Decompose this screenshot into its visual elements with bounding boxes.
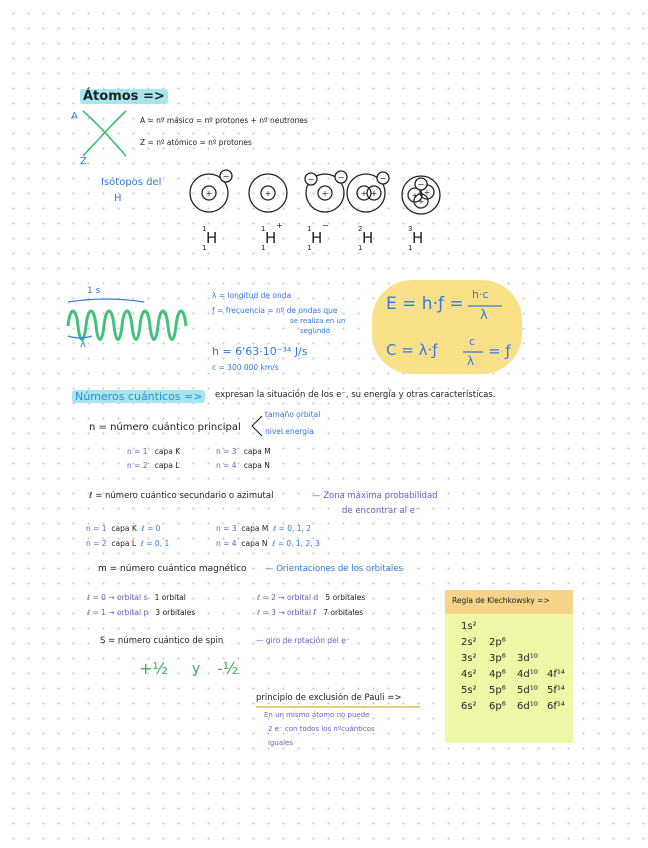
pauli-line-2: 2 e⁻ con todos los nºcuánticos: [268, 725, 375, 733]
orbital-s: [87, 594, 186, 602]
atoms-line-a: A = nº másico = nº protones + nº neutrones: [140, 116, 308, 125]
orbital-d-label: ℓ = 2 → orbital d: [257, 593, 319, 602]
svg-text:+: +: [417, 197, 425, 206]
klech-5s: 5s²: [461, 685, 477, 696]
isotope-atoms-diagram: [188, 168, 438, 218]
n-value-4-capa: capa N: [243, 461, 270, 470]
orbital-f-count: 7 orbitales: [323, 608, 364, 617]
l-line: ℓ = número cuántico secundario o azimutal: [89, 491, 274, 501]
wave-label-top: 1 s: [87, 286, 101, 296]
klech-row-1: [461, 622, 477, 632]
klech-3s: 3s²: [461, 653, 477, 664]
n-value-1-n: n = 1: [127, 447, 148, 456]
wave-lambda-def: λ = longitud de onda: [212, 291, 292, 300]
formula-1-num: h·c: [472, 288, 489, 301]
isotopes-title-line2: H: [114, 193, 122, 204]
l-value-1: [86, 525, 160, 533]
l-desc-1: — Zona máxima probabilidad: [312, 491, 438, 501]
n-line: n = número cuántico principal: [89, 422, 241, 433]
formula-2-num: c: [469, 335, 476, 348]
orbital-s-count: 1 orbital: [154, 593, 186, 602]
isotope-1-symbol: H: [206, 229, 218, 247]
svg-text:+: +: [411, 191, 419, 200]
klech-1s: 1s²: [461, 621, 477, 632]
formula-2-tail: = ƒ: [488, 342, 511, 360]
svg-text:+: +: [205, 189, 213, 198]
klech-3p: 3p⁶: [489, 653, 506, 664]
wave-c-value: c = 300 000 km/s: [212, 363, 279, 372]
l-value-3: [216, 525, 311, 533]
klech-6p: 6p⁶: [489, 701, 506, 712]
n-brace-1: tamaño orbital: [265, 410, 321, 419]
quantum-description: expresan la situación de los e⁻, su energía y otras características.: [215, 390, 496, 400]
klech-6f: 6f¹⁴: [547, 701, 565, 712]
klech-2p: 2p⁶: [489, 637, 506, 648]
l-value-2-capa: capa L: [111, 539, 136, 548]
n-value-3: [216, 448, 271, 456]
orbital-p-count: 3 orbitales: [155, 608, 196, 617]
klechkowsky-title: Regla de Klechkowsky =>: [452, 596, 550, 605]
orbital-s-label: ℓ = 0 → orbital s: [87, 593, 148, 602]
orbital-f: [257, 609, 363, 617]
svg-text:+: +: [370, 189, 378, 198]
orbital-p: [87, 609, 195, 617]
l-value-1-n: n = 1: [86, 524, 107, 533]
pauli-line-1: En un mismo átomo no puede: [264, 711, 370, 719]
isotope-3-symbol: H: [311, 229, 323, 247]
isotope-3-mass: 1: [307, 225, 312, 233]
l-value-2-l: ℓ = 0, 1: [140, 539, 170, 548]
klech-4p: 4p⁶: [489, 669, 506, 680]
klech-5d: 5d¹⁰: [517, 685, 538, 696]
klech-2s: 2s²: [461, 637, 477, 648]
svg-text:−: −: [222, 172, 230, 181]
svg-text:−: −: [379, 174, 387, 183]
formula-1-den: λ: [480, 308, 488, 323]
l-value-4-n: n = 4: [216, 539, 237, 548]
formula-2-den: λ: [467, 354, 475, 368]
pauli-underline: [256, 705, 420, 709]
isotope-1-atomic: 1: [202, 244, 207, 252]
atoms-cross-diagram: [80, 108, 130, 160]
wave-label-lambda: λ: [80, 339, 86, 350]
klech-5p: 5p⁶: [489, 685, 506, 696]
m-desc: — Orientaciones de los orbitales: [265, 564, 403, 574]
s-line: S = número cuántico de spin: [100, 636, 224, 646]
isotope-5-atomic: 1: [408, 244, 413, 252]
svg-text:−: −: [417, 180, 425, 189]
n-value-1-capa: capa K: [154, 447, 181, 456]
wave-freq-def-2: se realiza en un: [290, 317, 346, 325]
isotope-4-mass: 2: [358, 225, 363, 233]
isotope-5-mass: 3: [408, 225, 413, 233]
orbital-d-count: 5 orbitales: [325, 593, 366, 602]
svg-text:−: −: [337, 173, 345, 182]
klech-5f: 5f¹⁴: [547, 685, 565, 696]
l-value-4: [216, 540, 320, 548]
klech-6s: 6s²: [461, 701, 477, 712]
n-brace: [250, 415, 264, 437]
l-value-3-l: ℓ = 0, 1, 2: [273, 524, 312, 533]
svg-text:+: +: [360, 189, 368, 198]
isotope-2-symbol: H: [265, 229, 277, 247]
quantum-title-text: Números cuánticos =>: [72, 390, 205, 403]
atoms-label-z: Z: [80, 156, 87, 167]
klech-4s: 4s²: [461, 669, 477, 680]
n-value-1: [127, 448, 180, 456]
l-value-2: [86, 540, 169, 548]
isotope-2-atomic: 1: [261, 244, 266, 252]
l-value-4-l: ℓ = 0, 1, 2, 3: [272, 539, 320, 548]
atoms-line-z: Z = nº atómico = nº protones: [140, 138, 252, 147]
spin-y: y: [192, 661, 201, 677]
n-value-2: [127, 462, 179, 470]
orbital-f-label: ℓ = 3 → orbital f: [257, 608, 317, 617]
klech-6d: 6d¹⁰: [517, 701, 538, 712]
svg-text:+: +: [321, 189, 329, 198]
klech-4d: 4d¹⁰: [517, 669, 538, 680]
l-value-4-capa: capa N: [241, 539, 268, 548]
klech-4f: 4f¹⁴: [547, 669, 565, 680]
svg-text:+: +: [423, 188, 431, 197]
l-value-3-capa: capa M: [241, 524, 269, 533]
n-value-3-n: n = 3: [216, 447, 237, 456]
formula-2: C = λ·ƒ: [386, 341, 438, 359]
spin-minus: -½: [217, 659, 239, 678]
n-brace-2: nivel energía: [265, 427, 314, 436]
atoms-title-text: Átomos =>: [80, 89, 168, 104]
formula-1: E = h·ƒ =: [386, 294, 464, 314]
isotope-2-charge: +: [276, 221, 283, 230]
isotope-3-atomic: 1: [307, 244, 312, 252]
isotope-5-symbol: H: [412, 229, 424, 247]
wave-freq-def-3: segundo: [300, 327, 330, 335]
l-value-3-n: n = 3: [216, 524, 237, 533]
svg-text:+: +: [264, 189, 272, 198]
n-value-2-n: n = 2: [127, 461, 148, 470]
n-value-2-capa: capa L: [154, 461, 180, 470]
pauli-line-3: iguales: [268, 739, 294, 747]
m-line: m = número cuántico magnético: [98, 564, 247, 574]
orbital-d: [257, 594, 365, 602]
atoms-title: [80, 90, 168, 103]
isotope-4-atomic: 1: [358, 244, 363, 252]
spin-plus: +½: [139, 659, 168, 678]
n-value-3-capa: capa M: [243, 447, 271, 456]
orbital-p-label: ℓ = 1 → orbital p: [87, 608, 149, 617]
wave-freq-def-1: ƒ = frecuencia = nº de ondas que: [212, 306, 338, 315]
s-desc: — giro de rotación del e⁻: [256, 636, 350, 645]
isotope-1-mass: 1: [202, 225, 207, 233]
isotope-4-symbol: H: [362, 229, 374, 247]
atoms-label-a: A: [71, 111, 78, 122]
n-value-4-n: n = 4: [216, 461, 237, 470]
isotope-3-charge: −: [322, 221, 329, 230]
quantum-title: [72, 391, 205, 402]
l-value-2-n: n = 2: [86, 539, 107, 548]
l-desc-2: de encontrar al e⁻: [342, 506, 420, 516]
wave-h-value: h = 6'63·10⁻³⁴ J/s: [212, 345, 308, 358]
isotopes-title-line1: Isótopos del: [101, 177, 162, 188]
klech-3d: 3d¹⁰: [517, 653, 538, 664]
svg-text:−: −: [307, 175, 315, 184]
l-value-1-l: ℓ = 0: [141, 524, 161, 533]
l-value-1-capa: capa K: [111, 524, 137, 533]
n-value-4: [216, 462, 270, 470]
pauli-title: principio de exclusión de Pauli =>: [256, 693, 402, 703]
isotope-2-mass: 1: [261, 225, 266, 233]
